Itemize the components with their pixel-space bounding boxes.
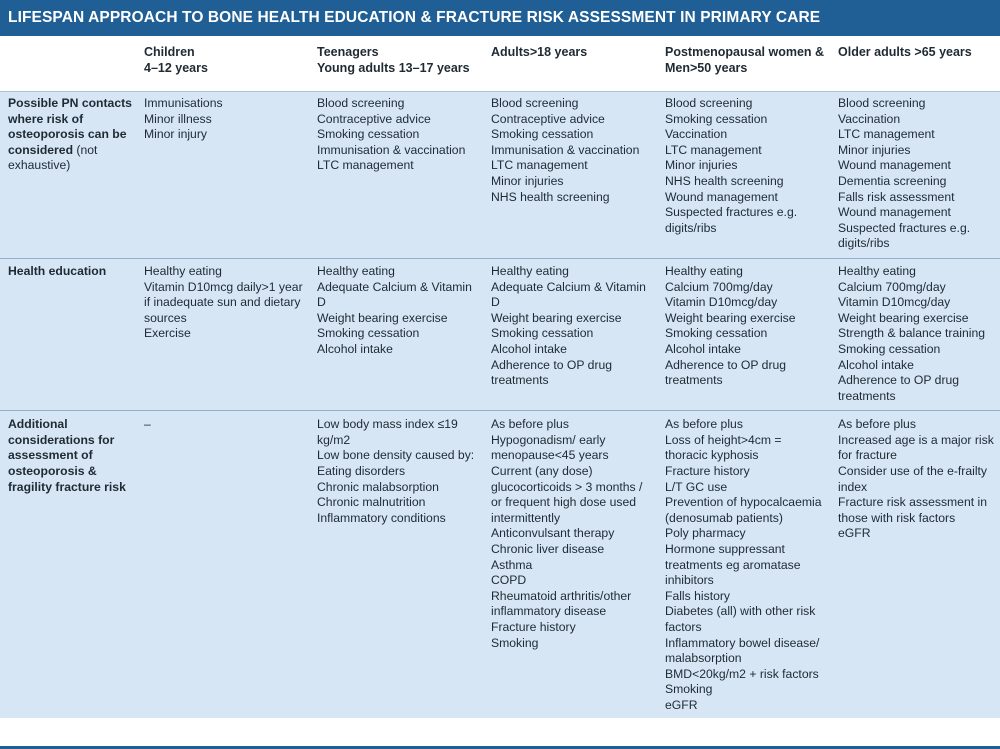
cell-line-item: Adherence to OP drug treatments: [665, 357, 787, 388]
column-header-older-adults: [832, 36, 1000, 92]
cell-line-item: Smoking: [665, 682, 713, 697]
cell-line-item: Low body mass index ≤19 kg/m2: [317, 417, 458, 447]
corner-cell: [0, 36, 138, 92]
cell-line-item: Blood screening: [491, 96, 579, 110]
cell-line-item: Prevention of hypocalcaemia (denosumab patients): [665, 495, 822, 525]
cell-line-item: Hormone suppressant treatments eg aromatase inhibitors: [665, 542, 801, 588]
cell-line-item: Smoking cessation: [317, 326, 420, 341]
column-header-children: [138, 36, 311, 92]
cell-line-item: Immunisation & vaccination: [491, 142, 640, 157]
cell-line-item: NHS health screening: [491, 189, 610, 204]
column-header-line: 4–12 years: [144, 60, 208, 75]
cell-line-item: Rheumatoid arthritis/other inflammatory disease: [491, 588, 632, 619]
cell-line-item: Wound management: [838, 205, 951, 220]
column-header-line: Men>50 years: [665, 60, 748, 75]
cell-line-item: As before plus: [491, 417, 569, 432]
cell-line-item: Adequate Calcium & Vitamin D: [491, 279, 646, 310]
cell-line-item: Chronic liver disease: [491, 542, 605, 557]
row-header-additional-considerations: [0, 411, 138, 718]
cell-line-item: Wound management: [838, 158, 951, 173]
column-header-line: Older adults >65 years: [838, 45, 972, 59]
cell-line-item: Poly pharmacy: [665, 526, 746, 541]
cell-line-item: Vitamin D10mcg/day: [665, 295, 778, 310]
cell-line-item: Weight bearing exercise: [491, 310, 622, 325]
cell-line-item: Adherence to OP drug treatments: [491, 357, 613, 388]
cell-line-item: Strength & balance training: [838, 326, 986, 341]
cell-line-item: Fracture history: [665, 464, 750, 479]
cell-line-item: Vaccination: [838, 111, 901, 126]
cell-line-item: Vaccination: [665, 127, 728, 142]
cell: [832, 411, 1000, 718]
cell-line-item: eGFR: [838, 526, 871, 541]
cell: [138, 92, 311, 259]
row-pn-contacts: [0, 92, 1000, 259]
cell-line-item: Blood screening: [317, 96, 405, 110]
cell: [138, 411, 311, 718]
cell-line-item: Smoking cessation: [491, 326, 594, 341]
cell: [138, 258, 311, 410]
title-banner: [0, 0, 1000, 36]
row-header-text: Health education: [8, 263, 107, 278]
cell: [832, 92, 1000, 259]
cell-line-item: As before plus: [665, 417, 743, 432]
cell-line-item: As before plus: [838, 417, 916, 432]
cell-line-item: Minor illness: [144, 111, 212, 126]
cell-line-item: Immunisation & vaccination: [317, 142, 466, 157]
cell-line-item: Immunisations: [144, 96, 223, 110]
cell-line-item: Exercise: [144, 326, 191, 341]
cell-line-item: Alcohol intake: [838, 357, 914, 372]
cell-line-item: Current (any dose) glucocorticoids > 3 months / or frequent high dose used intermittently: [491, 464, 643, 525]
cell-line-item: Suspected fractures e.g. digits/ribs: [838, 220, 971, 251]
cell-line-item: Minor injuries: [838, 142, 911, 157]
row-health-education: [0, 258, 1000, 410]
cell-line-item: Fracture risk assessment in those with risk factors: [838, 495, 987, 525]
cell: [311, 411, 485, 718]
cell-line-item: LTC management: [491, 158, 588, 173]
cell-line-item: Consider use of the e-frailty index: [838, 464, 988, 494]
cell-line-item: –: [144, 417, 151, 432]
cell: [485, 258, 659, 410]
cell-line-item: Dementia screening: [838, 173, 947, 188]
cell-line-item: Healthy eating: [491, 263, 569, 278]
cell-line-item: Weight bearing exercise: [838, 310, 969, 325]
cell-line-item: Fracture history: [491, 620, 576, 634]
cell-line-item: L/T GC use: [665, 479, 728, 494]
cell-line-item: Smoking cessation: [665, 326, 768, 341]
cell-line-item: Weight bearing exercise: [665, 310, 796, 325]
cell-line-item: Healthy eating: [838, 263, 916, 278]
row-header-pn-contacts: [0, 92, 138, 259]
cell-line-item: Inflammatory conditions: [317, 510, 446, 525]
cell-line-item: Asthma: [491, 557, 533, 572]
column-header-line: Children: [144, 45, 195, 59]
cell-line-item: Wound management: [665, 189, 778, 204]
table-body: [0, 92, 1000, 718]
cell-line-item: BMD<20kg/m2 + risk factors: [665, 666, 819, 681]
cell-line-item: Contraceptive advice: [317, 111, 431, 126]
cell: [659, 92, 832, 259]
cell: [485, 92, 659, 259]
cell-line-item: Calcium 700mg/day: [665, 279, 773, 294]
row-header-health-education: [0, 258, 138, 410]
column-header-line: Teenagers: [317, 45, 379, 59]
cell-line-item: Inflammatory bowel disease/ malabsorption: [665, 635, 820, 666]
cell-line-item: Alcohol intake: [317, 341, 393, 356]
column-header-line: Young adults 13–17 years: [317, 60, 470, 75]
cell-line-item: LTC management: [665, 142, 762, 157]
row-header-note: (not exhaustive): [8, 142, 98, 173]
cell-line-item: NHS health screening: [665, 173, 784, 188]
cell-line-item: Anticonvulsant therapy: [491, 526, 615, 541]
cell-line-item: Falls history: [665, 588, 731, 603]
cell-line-item: Alcohol intake: [491, 341, 567, 356]
row-header-text: Possible PN contacts where risk of osteoporosis can be considered: [8, 96, 132, 157]
cell-line-item: Minor injuries: [491, 173, 564, 188]
cell-line-item: Contraceptive advice: [491, 111, 605, 126]
cell-line-item: Smoking cessation: [317, 127, 420, 142]
cell-line-item: Increased age is a major risk for fracture: [838, 432, 994, 463]
cell: [485, 411, 659, 718]
cell-line-item: Eating disorders: [317, 464, 406, 479]
cell-line-item: LTC management: [838, 127, 935, 142]
column-header-postmenopausal: [659, 36, 832, 92]
column-header-line: Adults>18 years: [491, 45, 588, 59]
cell-line-item: Minor injury: [144, 127, 207, 142]
row-header-text: Additional considerations for assessment of osteoporosis & fragility fracture risk: [8, 417, 126, 494]
cell: [659, 411, 832, 718]
cell-line-item: Weight bearing exercise: [317, 310, 448, 325]
cell-line-item: Suspected fractures e.g. digits/ribs: [665, 205, 798, 235]
cell-line-item: Chronic malnutrition: [317, 495, 426, 510]
column-header-row: [0, 36, 1000, 92]
page-title: LIFESPAN APPROACH TO BONE HEALTH EDUCATION & FRACTURE RISK ASSESSMENT IN PRIMARY CARE: [8, 9, 821, 26]
bone-health-table: [0, 36, 1000, 718]
cell: [311, 258, 485, 410]
cell-line-item: Smoking cessation: [491, 127, 594, 142]
cell-line-item: Diabetes (all) with other risk factors: [665, 604, 816, 634]
cell-line-item: COPD: [491, 573, 527, 588]
cell-line-item: Adherence to OP drug treatments: [838, 373, 960, 403]
cell: [659, 258, 832, 410]
cell-line-item: Healthy eating: [665, 263, 743, 278]
cell-line-item: Healthy eating: [317, 263, 395, 278]
column-header-line: Postmenopausal women &: [665, 45, 825, 59]
table-wrapper: [0, 36, 1000, 718]
cell-line-item: Loss of height>4cm = thoracic kyphosis: [665, 432, 782, 463]
cell-line-item: Blood screening: [838, 96, 926, 110]
cell-line-item: Chronic malabsorption: [317, 479, 439, 494]
cell-line-item: Healthy eating: [144, 263, 222, 278]
cell-line-item: Calcium 700mg/day: [838, 279, 946, 294]
column-header-teenagers: [311, 36, 485, 92]
cell-line-item: Vitamin D10mcg daily>1 year if inadequate sun and dietary sources: [144, 279, 303, 325]
cell-line-item: Minor injuries: [665, 158, 738, 173]
cell-line-item: Smoking cessation: [665, 111, 768, 126]
cell-line-item: Adequate Calcium & Vitamin D: [317, 279, 472, 310]
cell-line-item: LTC management: [317, 158, 414, 173]
cell-line-item: Falls risk assessment: [838, 189, 955, 204]
cell-line-item: Hypogonadism/ early menopause<45 years: [491, 432, 609, 463]
cell-line-item: Vitamin D10mcg/day: [838, 295, 951, 310]
cell-line-item: Smoking: [491, 635, 539, 650]
cell-line-item: Blood screening: [665, 96, 753, 110]
cell: [311, 92, 485, 259]
cell-line-item: Smoking cessation: [838, 341, 941, 356]
column-header-adults: [485, 36, 659, 92]
row-additional-considerations: [0, 411, 1000, 718]
cell-line-item: Low bone density caused by:: [317, 448, 475, 463]
cell-line-item: Alcohol intake: [665, 341, 741, 356]
cell: [832, 258, 1000, 410]
cell-line-item: eGFR: [665, 697, 698, 712]
